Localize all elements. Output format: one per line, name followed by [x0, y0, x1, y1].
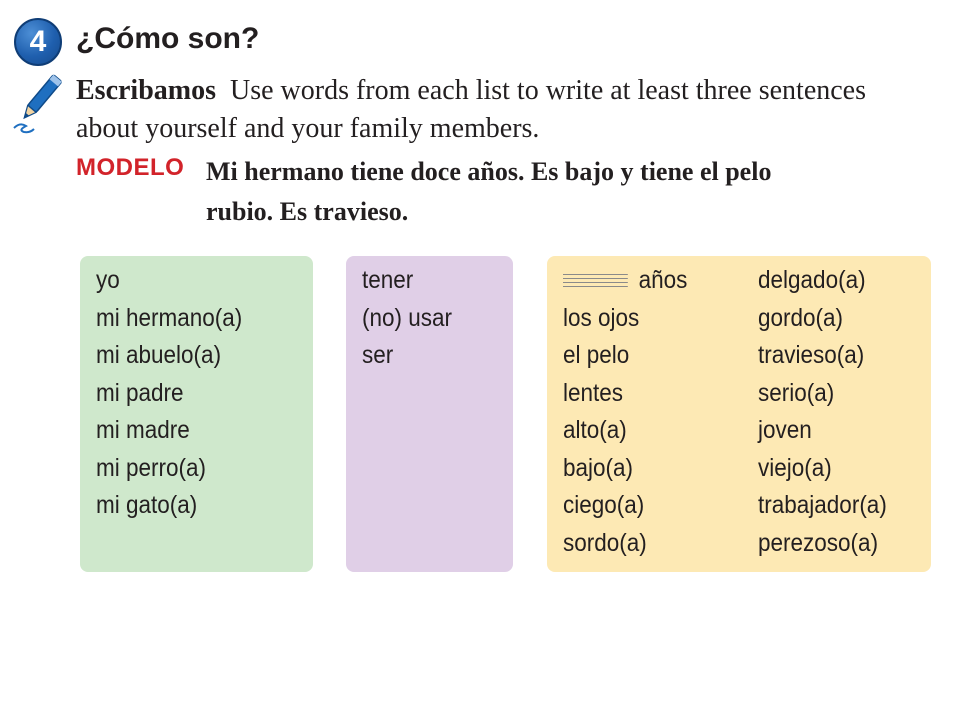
list-item: sordo(a): [563, 528, 647, 557]
nouns-list: [563, 262, 701, 562]
list-item: (no) usar: [362, 303, 453, 332]
list-item: joven: [758, 416, 812, 444]
list-item: trabajador(a): [758, 491, 887, 519]
blank-line: [563, 274, 628, 288]
list-item: gordo(a): [758, 303, 844, 332]
instructions-lead: Escribamos: [76, 75, 216, 106]
list-item: serio(a): [758, 378, 835, 407]
activity-number: 4: [29, 25, 47, 58]
list-item: el pelo: [563, 341, 630, 369]
list-item: mi perro(a): [96, 453, 207, 482]
list-item: viejo(a): [758, 453, 832, 482]
adjectives-list: [758, 262, 901, 562]
list-item: [563, 262, 687, 300]
list-item: mi hermano(a): [96, 303, 243, 332]
list-item: delgado(a): [758, 266, 866, 294]
activity-title: ¿Cómo son?: [76, 22, 260, 55]
list-item: mi padre: [96, 378, 184, 407]
modelo-label: MODELO: [76, 154, 185, 181]
list-item: ciego(a): [563, 491, 645, 519]
list-item: travieso(a): [758, 341, 865, 369]
list-item: perezoso(a): [758, 528, 879, 557]
list-item: mi gato(a): [96, 491, 198, 519]
list-item: lentes: [563, 378, 624, 407]
instructions-text: Use words from each list to write at least three sentences about yourself and your family members.: [76, 75, 867, 144]
pencil-icon: [10, 70, 70, 136]
list-item: tener: [362, 266, 414, 294]
modelo-text: Mi hermano tiene doce años. Es bajo y tiene el pelo rubio. Es travieso.: [206, 157, 772, 226]
list-item: los ojos: [563, 303, 640, 332]
list-item: bajo(a): [563, 453, 634, 482]
list-item: ser: [362, 341, 394, 369]
subjects-list: [96, 262, 259, 525]
list-item: yo: [96, 266, 120, 294]
instructions: [76, 72, 916, 148]
list-item: mi madre: [96, 416, 190, 444]
list-item: alto(a): [563, 416, 627, 444]
list-item-label: años: [638, 266, 688, 294]
list-item: mi abuelo(a): [96, 341, 222, 369]
verbs-list: [362, 262, 462, 375]
activity-number-badge: [14, 18, 62, 66]
